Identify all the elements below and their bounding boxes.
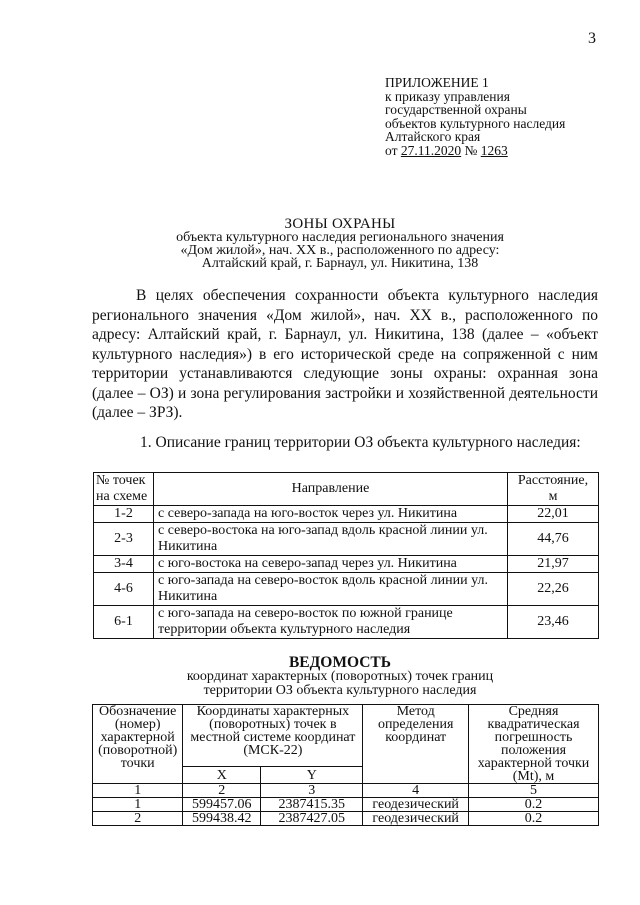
header-method: Метод определения координат: [363, 705, 469, 784]
header-coords: Координаты характерных (поворотных) точек в местной системе координат (МСК-22): [183, 705, 363, 767]
appendix-title: ПРИЛОЖЕНИЕ 1: [385, 75, 489, 90]
title-line: объекта культурного наследия регионального значения: [176, 230, 504, 245]
header-y: Y: [261, 767, 363, 784]
section-1-title: 1. Описание границ территории ОЗ объекта культурного наследия:: [140, 434, 581, 451]
coordinates-table: [92, 704, 599, 826]
table-row: 1 599457.06 2387415.35 геодезический 0.2: [93, 798, 599, 812]
table-header-row: [94, 473, 599, 506]
boundaries-table: [93, 472, 599, 639]
vedomost-line: территории ОЗ объекта культурного наследия: [203, 683, 477, 698]
table-row: 4-6 с юго-запада на северо-восток вдоль красной линии ул. Никитина 22,26: [94, 573, 599, 606]
header-x: X: [183, 767, 261, 784]
page-number: 3: [588, 30, 596, 47]
appendix-line: Алтайского края: [385, 129, 481, 144]
vedomost-title: [0, 656, 640, 698]
appendix-date-line: от 27.11.2020 № 1263: [385, 142, 508, 158]
table-row: 3-4 с юго-востока на северо-запад через ул. Никитина 21,97: [94, 556, 599, 573]
order-number: 1263: [480, 142, 508, 158]
order-date: 27.11.2020: [400, 142, 462, 158]
header-point: Обозначение (номер) характерной (поворотной) точки: [93, 705, 183, 784]
table-row: 2 599438.42 2387427.05 геодезический 0.2: [93, 812, 599, 826]
appendix-line: объектов культурного наследия: [385, 115, 566, 131]
intro-paragraph: В целях обеспечения сохранности объекта культурного наследия регионального значения «Дом жилой», нач. XX в., расположенного по адресу: Алтайский край, г. Барнаул, ул. Никитина, 138 (далее – «объект культурного наследия») в его исторической среде на сопряженной с ним территории устанавливаются следующие зоны охраны: охранная зона (далее – ОЗ) и зона регулирования застройки и хозяйственной деятельности (далее – ЗРЗ).: [92, 287, 598, 421]
header-distance: Расстояние, м: [508, 473, 599, 506]
appendix-line: к приказу управления: [385, 88, 510, 104]
table-row: 1-2 с северо-запада на юго-восток через ул. Никитина 22,01: [94, 506, 599, 523]
header-error: Средняя квадратическая погрешность положения характерной точки (Mt), м: [469, 705, 599, 784]
appendix-line: государственной охраны: [385, 102, 527, 117]
vedomost-heading: ВЕДОМОСТЬ: [288, 654, 392, 671]
table-row: 6-1 с юго-запада на северо-восток по южной границе территории объекта культурного наследия 23,46: [94, 606, 599, 639]
header-direction: Направление: [154, 473, 508, 506]
table-header-row: [93, 705, 599, 767]
title-heading: ЗОНЫ ОХРАНЫ: [284, 216, 396, 232]
title-line: «Дом жилой», нач. XX в., расположенного по адресу:: [180, 243, 500, 258]
title-line: Алтайский край, г. Барнаул, ул. Никитина, 138: [201, 256, 479, 271]
vedomost-line: координат характерных (поворотных) точек границ: [186, 669, 494, 684]
document-title: [0, 218, 640, 270]
table-row: 2-3 с северо-востока на юго-запад вдоль красной линии ул. Никитина 44,76: [94, 523, 599, 556]
appendix-header: [385, 76, 565, 157]
column-number-row: 1 2 3 4 5: [93, 784, 599, 798]
header-points: № точек на схеме: [94, 473, 154, 506]
